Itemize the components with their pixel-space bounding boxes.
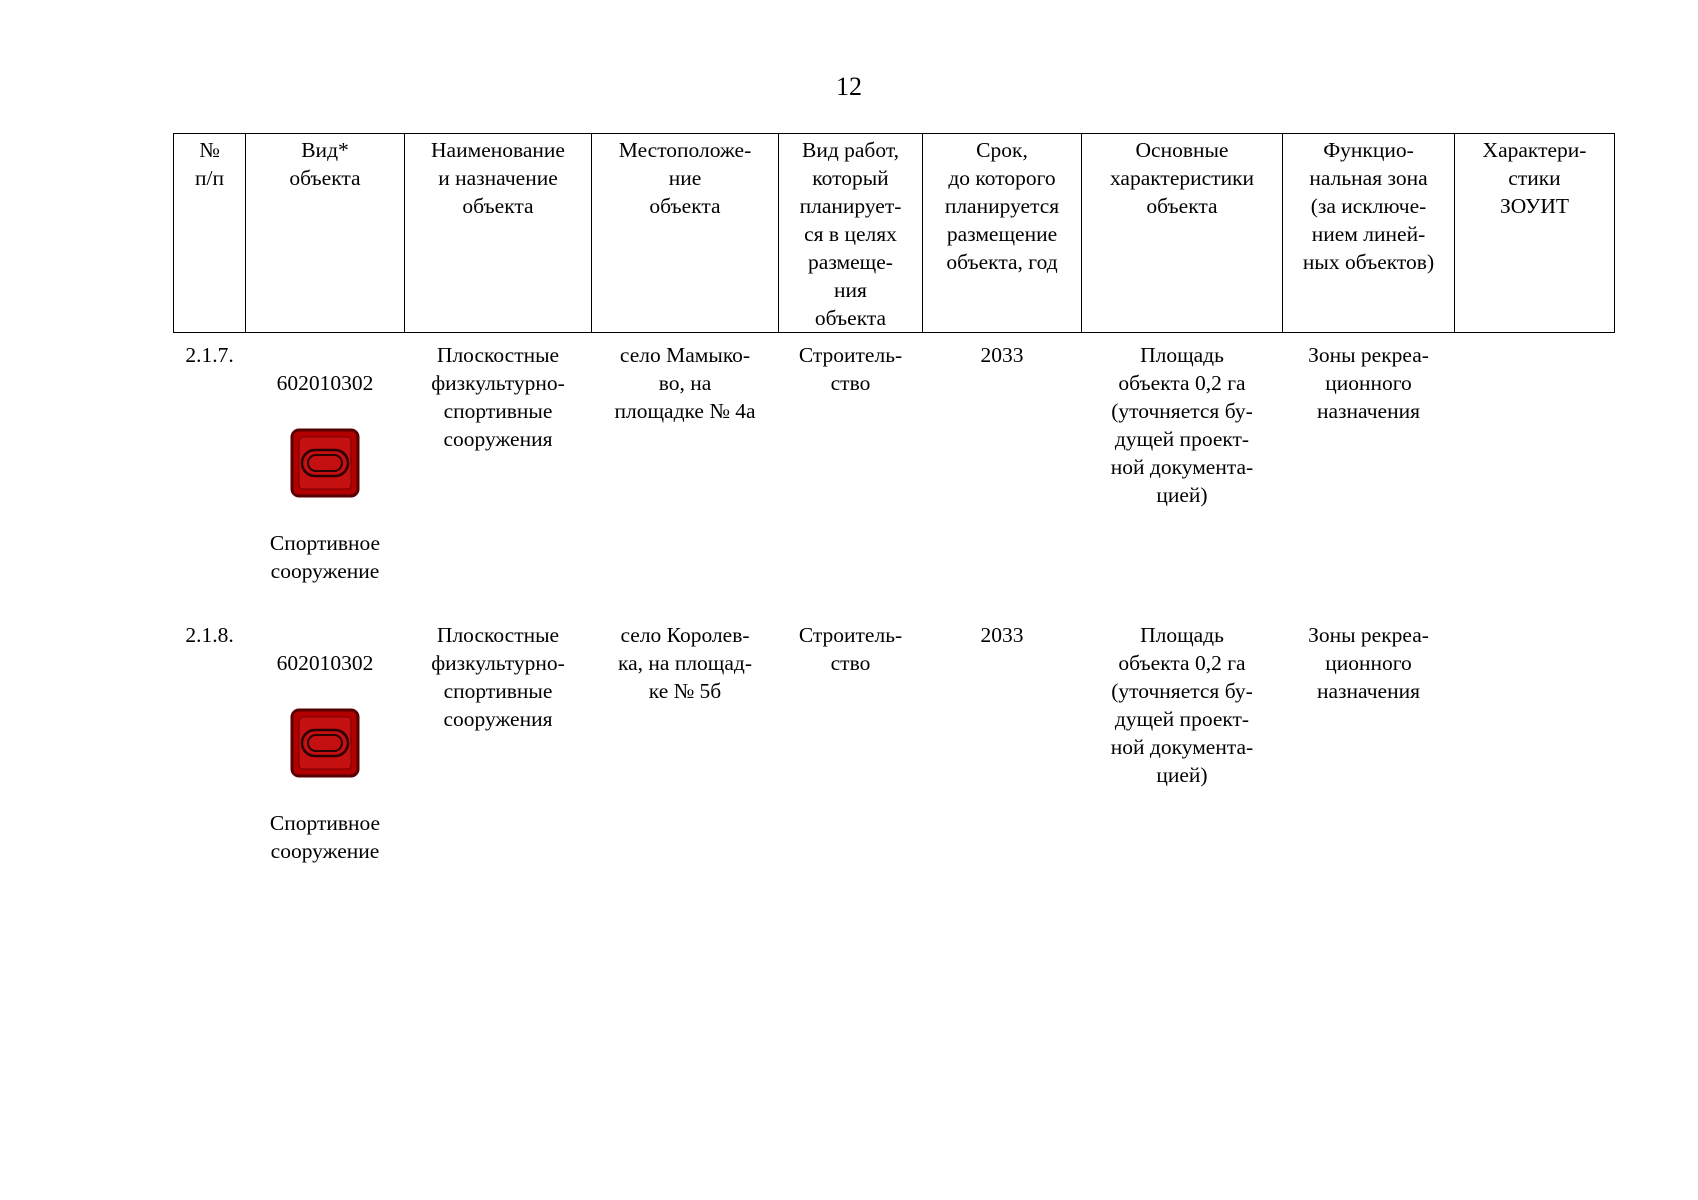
sports-facility-icon bbox=[290, 428, 360, 498]
page-number: 12 bbox=[836, 72, 862, 101]
deadline-year: 2033 bbox=[980, 623, 1024, 647]
object-characteristics: Площадь объекта 0,2 га (уточняется бу- дущей проект- ной документа- цией) bbox=[1110, 623, 1254, 787]
object-kind-label: Спортивное сооружение bbox=[269, 811, 381, 863]
object-code: 602010302 bbox=[276, 651, 374, 675]
header-characteristics: Основные характеристики объекта bbox=[1082, 134, 1283, 333]
work-type: Строитель- ство bbox=[798, 343, 903, 395]
row-number: 2.1.7. bbox=[185, 343, 234, 367]
header-functional-zone: Функцио- нальная зона (за исключе- нием линей- ных объектов) bbox=[1283, 134, 1455, 333]
header-location: Местоположе- ние объекта bbox=[592, 134, 779, 333]
header-object-kind: Вид* объекта bbox=[246, 134, 405, 333]
header-work-type: Вид работ, который планирует- ся в целях размеще- ния объекта bbox=[779, 134, 923, 333]
header-object-name: Наименование и назначение объекта bbox=[405, 134, 592, 333]
objects-table bbox=[173, 133, 1615, 893]
sports-facility-icon bbox=[290, 708, 360, 778]
zouit-characteristics bbox=[1455, 613, 1615, 893]
object-kind-label: Спортивное сооружение bbox=[269, 531, 381, 583]
header-zouit: Характери- стики ЗОУИТ bbox=[1455, 134, 1615, 333]
object-kind-cell bbox=[246, 613, 405, 893]
row-number: 2.1.8. bbox=[185, 623, 234, 647]
work-type: Строитель- ство bbox=[798, 623, 903, 675]
table-row bbox=[174, 333, 1615, 614]
header-deadline: Срок, до которого планируется размещение объекта, год bbox=[923, 134, 1082, 333]
zouit-characteristics bbox=[1455, 333, 1615, 614]
object-kind-cell bbox=[246, 333, 405, 614]
table-row bbox=[174, 613, 1615, 893]
object-characteristics: Площадь объекта 0,2 га (уточняется бу- дущей проект- ной документа- цией) bbox=[1110, 343, 1254, 507]
object-code: 602010302 bbox=[276, 371, 374, 395]
object-location: село Королев- ка, на площад- ке № 5б bbox=[617, 623, 753, 703]
deadline-year: 2033 bbox=[980, 343, 1024, 367]
functional-zone: Зоны рекреа- ционного назначения bbox=[1308, 623, 1429, 703]
object-name: Плоскостные физкультурно- спортивные сооружения bbox=[431, 623, 565, 731]
functional-zone: Зоны рекреа- ционного назначения bbox=[1308, 343, 1429, 423]
object-name: Плоскостные физкультурно- спортивные сооружения bbox=[431, 343, 565, 451]
table-header-row bbox=[174, 134, 1615, 333]
header-number: № п/п bbox=[174, 134, 246, 333]
object-location: село Мамыко- во, на площадке № 4а bbox=[614, 343, 756, 423]
